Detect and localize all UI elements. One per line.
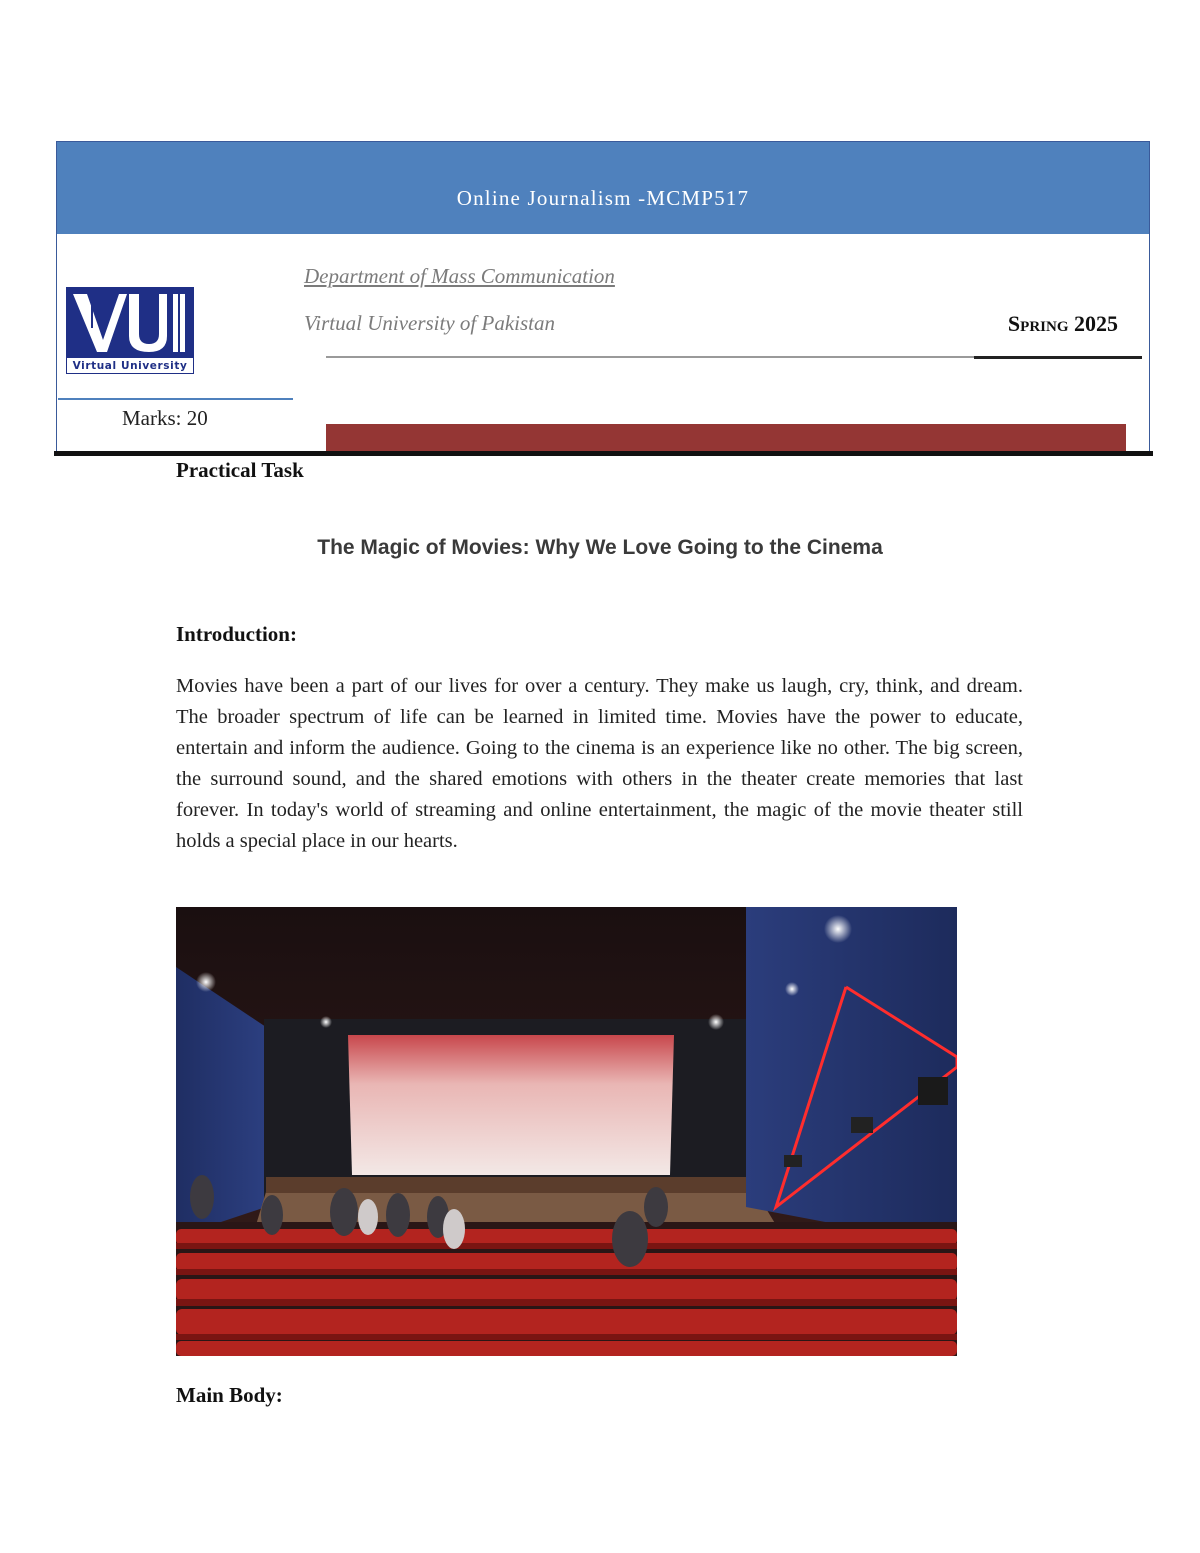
marks-label: Marks: 20: [122, 406, 208, 430]
introduction-paragraph: Movies have been a part of our lives for over a century. They make us laugh, cry, think, and dream. The broader spectrum of life can be learned in limited time. Movies have the power to educate, entertain and inform the audience. Going to the cinema is an experience like no other. The big screen, the surround sound, and the shared emotions with others in the theater create memories that last forever. In today's world of streaming and online entertainment, the magic of the movie theater still holds a special place in our hearts.: [176, 675, 1023, 852]
task-label: Practical Task: [176, 458, 304, 482]
university-name: Virtual University of Pakistan: [304, 311, 555, 335]
vu-logo-icon: [67, 288, 193, 358]
introduction-heading: Introduction:: [176, 622, 297, 646]
logo-text: Virtual University: [72, 360, 188, 372]
semester-label: Spring 2025: [1007, 311, 1118, 336]
document-title: The Magic of Movies: Why We Love Going to the Cinema: [317, 536, 883, 559]
course-title: Online Journalism -MCMP517: [456, 186, 750, 210]
department-name: Department of Mass Communication: [304, 264, 615, 288]
main-body-heading: Main Body:: [176, 1383, 283, 1407]
cinema-photo: [176, 907, 957, 1356]
marks-divider: [58, 398, 293, 400]
header-bottom-border: [54, 451, 1153, 456]
header-red-bar: [326, 424, 1126, 451]
header-rule-accent: [974, 356, 1142, 359]
header-rule: [326, 356, 974, 358]
university-logo: [66, 287, 194, 374]
